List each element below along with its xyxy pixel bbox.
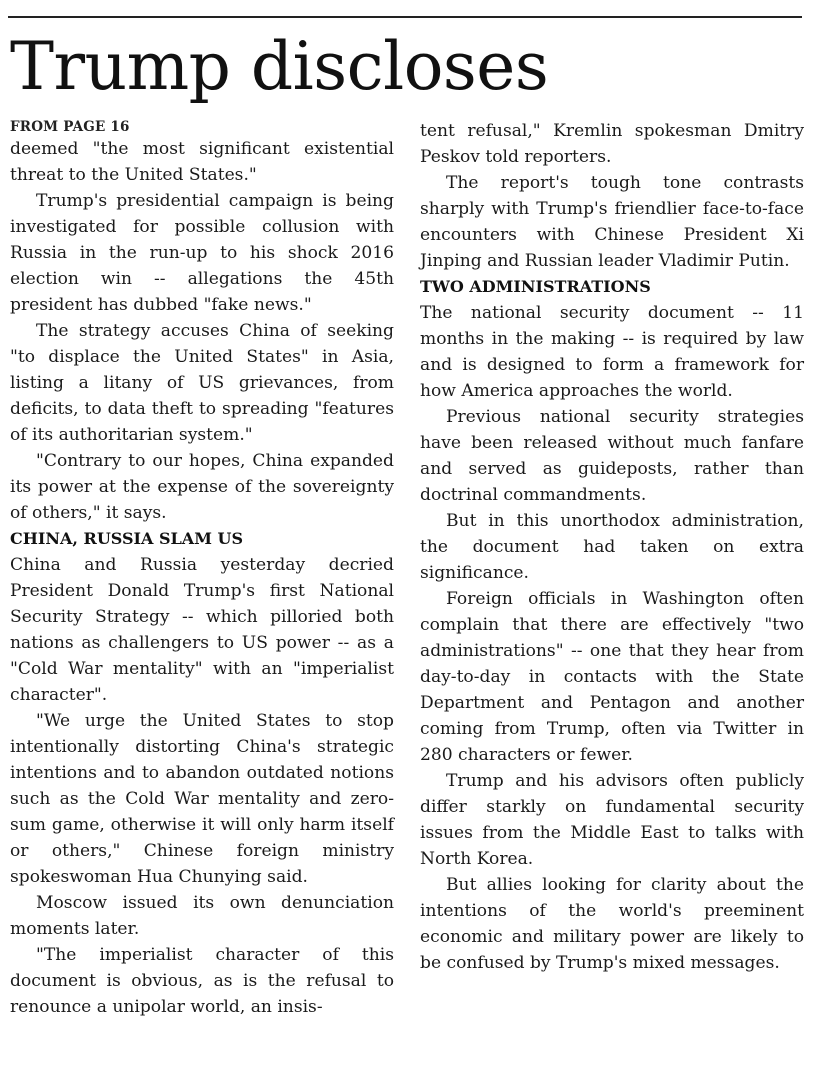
paragraph: "The imperialist character of this document is obvious, as is the refusal to renounce a unipolar world, an insis-	[10, 945, 394, 1017]
paragraph: Trump and his advisors often publicly differ starkly on fundamental security issues from the Middle East to talks with North Korea.	[420, 771, 804, 869]
paragraph: But in this unorthodox administration, the document had taken on extra significance.	[420, 511, 804, 583]
paragraph: Foreign officials in Washington often complain that there are effectively "two administrations" -- one that they hear from day-to-day in contacts with the State Department and Pentagon and another coming from Trump, often via Twitter in 280 characters or fewer.	[420, 589, 804, 765]
paragraph: "We urge the United States to stop intentionally distorting China's strategic intentions and to abandon outdated notions such as the Cold War mentality and zero-sum game, otherwise it will only harm itself or others," Chinese foreign ministry spokeswoman Hua Chunying said.	[10, 711, 394, 887]
top-rule	[8, 16, 802, 18]
subhead-two-administrations: TWO ADMINISTRATIONS	[420, 277, 651, 296]
paragraph: But allies looking for clarity about the intentions of the world's preeminent economic and military power are likely to be confused by Trump's mixed messages.	[420, 875, 804, 973]
right-column	[420, 118, 804, 976]
paragraph: Trump's presidential campaign is being investigated for possible collusion with Russia in the run-up to his shock 2016 election win -- allegations the 45th president has dubbed "fake news."	[10, 191, 394, 315]
subhead-china-russia: CHINA, RUSSIA SLAM US	[10, 529, 243, 548]
paragraph: The report's tough tone contrasts sharply with Trump's friendlier face-to-face encounters with Chinese President Xi Jinping and Russian leader Vladimir Putin.	[420, 173, 804, 271]
paragraph: "Contrary to our hopes, China expanded its power at the expense of the sovereignty of others," it says.	[10, 451, 394, 523]
paragraph: tent refusal," Kremlin spokesman Dmitry Peskov told reporters.	[420, 121, 804, 167]
paragraph: The national security document -- 11 months in the making -- is required by law and is designed to form a framework for how America approaches the world.	[420, 303, 804, 401]
headline: Trump discloses	[10, 28, 549, 105]
paragraph: Moscow issued its own denunciation moments later.	[10, 893, 394, 939]
paragraph: The strategy accuses China of seeking "to displace the United States" in Asia, listing a litany of US grievances, from deficits, to data theft to spreading "features of its authoritarian system."	[10, 321, 394, 445]
paragraph: China and Russia yesterday decried President Donald Trump's first National Security Strategy -- which pilloried both nations as challengers to US power -- as a "Cold War mentality" with an "imperialist character".	[10, 555, 394, 705]
paragraph: Previous national security strategies have been released without much fanfare and served as guideposts, rather than doctrinal commandments.	[420, 407, 804, 505]
left-column	[10, 118, 394, 1020]
paragraph: deemed "the most significant existential threat to the United States."	[10, 139, 394, 185]
from-page-label: FROM PAGE 16	[10, 119, 130, 135]
